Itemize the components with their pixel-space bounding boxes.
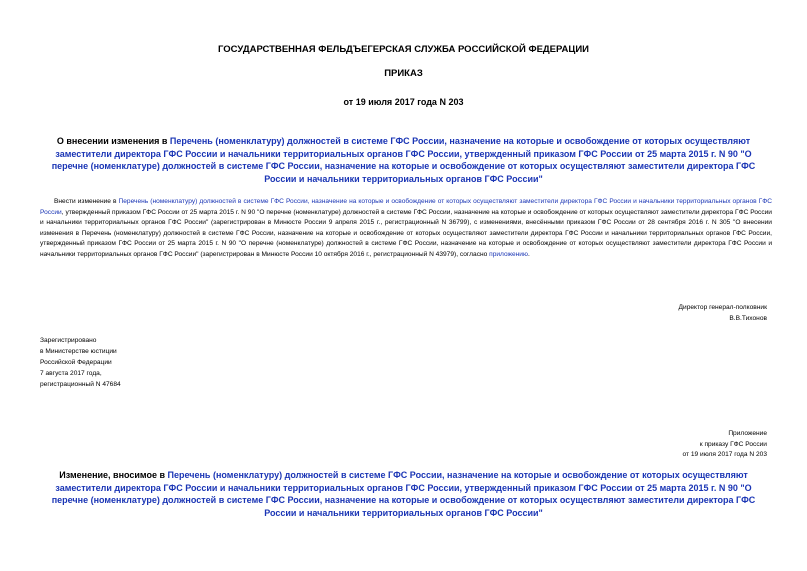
registration-line: Зарегистрировано: [40, 337, 97, 344]
signer-position: Директор генерал-полковник: [678, 304, 767, 311]
order-title-link[interactable]: Перечень (номенклатуру) должностей в системе ГФС России, назначение на которые и освобождение от которых осуществляют заместители директора ГФС России и начальники территориальных органов ГФС России, утвержденный приказом ГФС России от 25 марта 2015 г. N 90 "О перечне (номенклатуре) должностей в системе ГФС России, назначение на которые и освобождение от которых осуществляют заместители директора ГФС России и начальники территориальных органов ГФС России": [51, 136, 756, 184]
registration-line: в Министерстве юстиции: [40, 348, 117, 355]
registration-line: 7 августа 2017 года,: [40, 370, 102, 377]
appendix-line: Приложение: [728, 430, 767, 437]
appendix-line: к приказу ГФС России: [699, 440, 767, 448]
order-date-number: от 19 июля 2017 года N 203: [343, 97, 464, 107]
body-link-appendix[interactable]: приложению: [489, 250, 528, 258]
registration-line: Российской Федерации: [40, 359, 112, 366]
body-text-4: (зарегистрирован в Минюсте России 10 октября 2016 г., регистрационный N 43979), согласно: [198, 250, 490, 258]
body-text-2: , утвержденный приказом ГФС России от 25 марта 2015 г. N 90 "О перечне (номенклатуре) должностей в системе ГФС России, назначение на которые и освобождение от которых осуществляют заместители директора ГФС России и начальники территориальных органов ГФС России": [40, 208, 772, 227]
body-text-3: (зарегистрирован в Минюсте России 9 апреля 2015 г., регистрационный N 36799), с изменениями, внесёнными приказом ГФС России от 28 сентября 2016 г. N 305 "О внесении изменения в Перечень (номенклатуру) должностей в системе ГФС России, назначение на которые и освобождение от которых осуществляют заместители директора ГФС России и начальники территориальных органов ГФС России, утвержденный приказом ГФС России от 25 марта 2015 г. N 90 "О перечне (номенклатуре) должностей в системе ГФС России, назначение на которые и освобождение от которых осуществляют заместители директора ГФС России и начальники территориальных органов ГФС России": [40, 219, 772, 258]
registration-line: регистрационный N 47684: [40, 381, 121, 388]
registration-block: [40, 335, 121, 390]
order-title: [40, 135, 767, 185]
order-title-prefix: О внесении изменения в: [56, 136, 170, 146]
body-link-list[interactable]: Перечень (номенклатуру) должностей в системе ГФС России, назначение на которые и освобождение от которых осуществляют заместители директора ГФС России и начальники территориальных органов ГФС России: [40, 198, 772, 216]
appendix-title: [40, 469, 767, 519]
body-text-5: .: [527, 250, 530, 258]
appendix-title-link[interactable]: Перечень (номенклатуру) должностей в системе ГФС России, назначение на которые и освобождение от которых осуществляют заместители директора ГФС России и начальники территориальных органов ГФС России, утвержденный приказом ГФС России от 25 марта 2015 г. N 90 "О перечне (номенклатуре) должностей в системе ГФС России, назначение на которые и освобождение от которых осуществляют заместители директора ГФС России и начальники территориальных органов ГФС России": [51, 470, 756, 518]
order-body-paragraph: [40, 197, 772, 261]
appendix-title-prefix: Изменение, вносимое в: [59, 470, 168, 480]
document-type: ПРИКАЗ: [384, 68, 423, 79]
signature-block: [679, 302, 767, 324]
signer-name: В.В.Тихонов: [729, 315, 767, 322]
appendix-reference: [683, 429, 768, 461]
appendix-line: от 19 июля 2017 года N 203: [682, 451, 767, 458]
organization-heading: ГОСУДАРСТВЕННАЯ ФЕЛЬДЪЕГЕРСКАЯ СЛУЖБА РОССИЙСКОЙ ФЕДЕРАЦИИ: [218, 44, 589, 55]
body-text-1: Внести изменение в: [54, 198, 119, 205]
